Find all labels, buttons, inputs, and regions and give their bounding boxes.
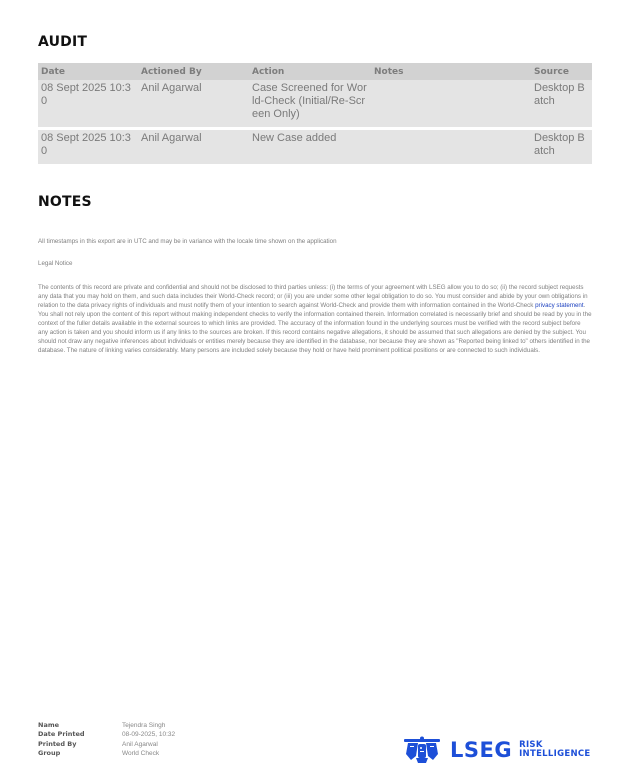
table-row [38,80,592,127]
audit-heading: AUDIT [38,34,88,50]
logo-sub-line-2: INTELLIGENCE [519,749,591,759]
table-row [38,130,592,164]
legal-text-part-2: . You shall not rely upon the content of this report without making independent checks to verify the information contained therein. Information correlated is necessarily brief and should be read by you in the context of the fuller details available in the external sources to which links are provided. The accuracy of the information found in the underlying sources must be verified with the record subject before any action is taken and you should inform us if any links to the sources are broken. If this record contains negative allegations, it should be assumed that such allegations are denied by the subject. You should not draw any negative inferences about individuals or entities merely because they are identified in the database, nor because they are shown as "Reported being linked to" others identified in the database. The nature of linking varies considerably. Many persons are included solely because they hold or have held prominent political positions or are connected to such individuals. [38,302,592,354]
meta-label: Date Printed [38,730,85,739]
cell-date: 08 Sept 2025 10:30 [38,80,138,127]
logo-sub-line-1: RISK [519,739,543,750]
crest-icon [402,736,442,764]
meta-row-printed-by [38,740,175,749]
notes-heading: NOTES [38,194,92,210]
meta-label: Group [38,749,61,758]
cell-action: New Case added [249,130,371,164]
legal-notice-body [38,283,592,355]
col-header-action: Action [249,63,371,80]
lseg-logo [402,736,591,764]
audit-table [38,63,592,164]
cell-notes [371,80,531,127]
cell-date: 08 Sept 2025 10:30 [38,130,138,164]
print-metadata [38,721,175,759]
cell-source: Desktop Batch [531,130,592,164]
meta-value: Anil Agarwal [122,740,158,748]
meta-value: Tejendra Singh [122,722,166,729]
audit-header-row [38,63,592,80]
legal-notice-label: Legal Notice [38,260,73,267]
col-header-date: Date [38,63,138,80]
meta-label: Name [38,721,60,729]
col-header-notes: Notes [371,63,531,80]
meta-row-date-printed [38,730,175,739]
privacy-statement-link[interactable]: privacy statement [535,302,584,309]
logo-subtitle [519,741,590,760]
cell-source: Desktop Batch [531,80,592,127]
meta-row-group [38,749,175,758]
meta-value: World Check [122,750,160,758]
meta-label: Printed By [38,739,77,748]
col-header-actioned-by: Actioned By [138,63,249,80]
cell-actioned-by: Anil Agarwal [138,80,249,127]
meta-value: 08-09-2025, 10:32 [122,731,176,739]
cell-action: Case Screened for World-Check (Initial/Re-Screen Only) [249,80,371,127]
logo-wordmark: LSEG [450,738,513,762]
legal-text-part-1: The contents of this record are private and confidential and should not be disclosed to third parties unless: (i) the terms of your agreement with LSEG allow you to do so; (ii) the record subject requests any data that you may hold on them, and such data includes their World-Check record; or (iii) you are under some other legal obligation to do so. You must consider and abide by your own obligations in relation to the data privacy rights of individuals and must notify them of your intention to search against World-Check and provide them with information contained in the World-Check [38,284,588,309]
meta-row-name [38,721,175,730]
cell-notes [371,130,531,164]
col-header-source: Source [531,63,592,80]
timestamp-note: All timestamps in this export are in UTC and may be in variance with the locale time shown on the application [38,238,337,245]
cell-actioned-by: Anil Agarwal [138,130,249,164]
